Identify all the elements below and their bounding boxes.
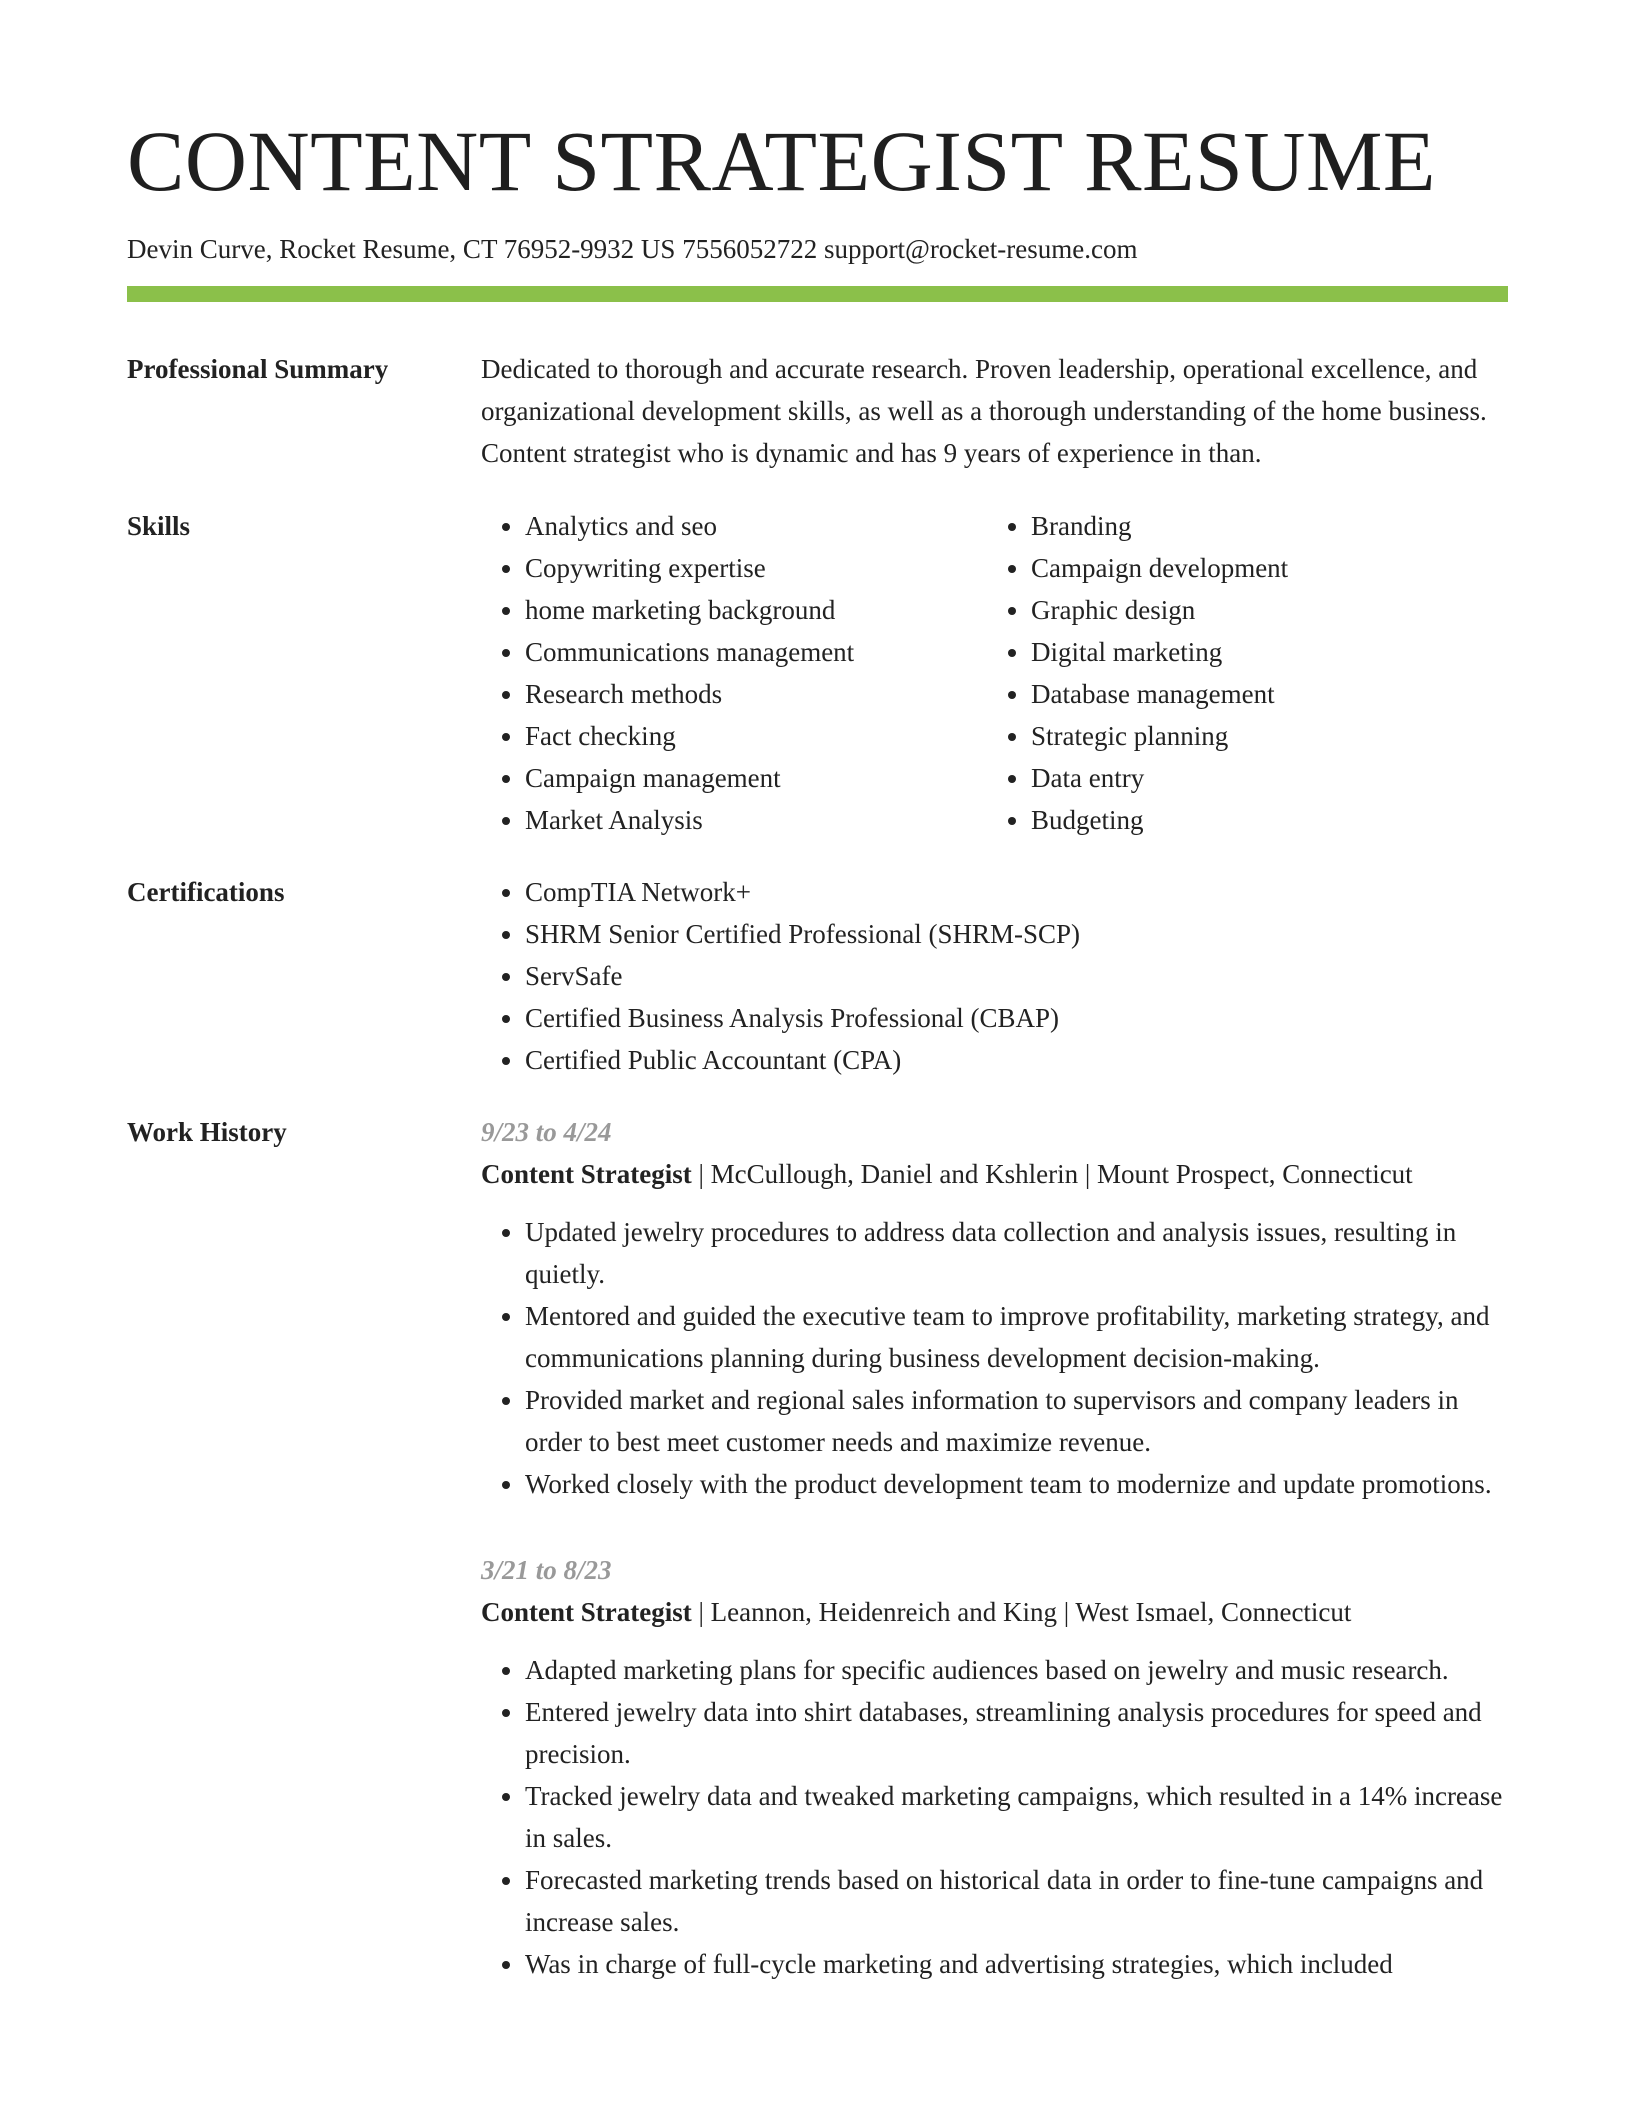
certification-item: • Certified Business Analysis Professional (CBAP) <box>525 997 1509 1039</box>
job-heading <box>481 1591 1509 1633</box>
certification-item: • ServSafe <box>525 955 1509 997</box>
skill-item: • Campaign development <box>1031 547 1509 589</box>
skill-item: • Branding <box>1031 505 1509 547</box>
header-divider <box>127 286 1508 302</box>
job-bullet: • Entered jewelry data into shirt databases, streamlining analysis procedures for speed and precision. <box>525 1691 1509 1775</box>
job-bullet: • Forecasted marketing trends based on historical data in order to fine-tune campaigns and increase sales. <box>525 1859 1509 1943</box>
skills-list-2 <box>987 505 1509 841</box>
job-entry <box>481 1111 1509 1505</box>
skill-item: • Market Analysis <box>525 799 987 841</box>
skill-item: • Digital marketing <box>1031 631 1509 673</box>
job-title: Content Strategist <box>481 1597 692 1627</box>
skill-item: • Database management <box>1031 673 1509 715</box>
skills-list-1 <box>481 505 987 841</box>
certification-item: • CompTIA Network+ <box>525 871 1509 913</box>
job-bullet: • Provided market and regional sales information to supervisors and company leaders in order to best meet customer needs and maximize revenue. <box>525 1379 1509 1463</box>
skill-item: • Graphic design <box>1031 589 1509 631</box>
job-dates: 9/23 to 4/24 <box>481 1117 612 1147</box>
skill-item: • Communications management <box>525 631 987 673</box>
summary-text: Dedicated to thorough and accurate research. Proven leadership, operational excellence, and organizational development skills, as well as a thorough understanding of the home business. Content strategist who is dynamic and has 9 years of experience in than. <box>481 354 1487 468</box>
skill-item: • Budgeting <box>1031 799 1509 841</box>
summary-label: Professional Summary <box>127 354 389 384</box>
work-history-label: Work History <box>127 1117 287 1147</box>
certifications-section <box>481 871 1509 1081</box>
job-bullet: • Was in charge of full-cycle marketing and advertising strategies, which included <box>525 1943 1509 1985</box>
skill-item: • Copywriting expertise <box>525 547 987 589</box>
skills-section <box>481 505 1509 841</box>
job-title: Content Strategist <box>481 1159 692 1189</box>
skill-item: • Analytics and seo <box>525 505 987 547</box>
skill-item: • Research methods <box>525 673 987 715</box>
certification-item: • Certified Public Accountant (CPA) <box>525 1039 1509 1081</box>
job-bullet: • Worked closely with the product development team to modernize and update promotions. <box>525 1463 1509 1505</box>
job-bullet: • Updated jewelry procedures to address data collection and analysis issues, resulting in quietly. <box>525 1211 1509 1295</box>
skill-item: • Strategic planning <box>1031 715 1509 757</box>
skill-item: • Data entry <box>1031 757 1509 799</box>
job-bullet: • Adapted marketing plans for specific audiences based on jewelry and music research. <box>525 1649 1509 1691</box>
skill-item: • home marketing background <box>525 589 987 631</box>
job-entry <box>481 1549 1509 1985</box>
skills-label: Skills <box>127 511 191 541</box>
job-bullets <box>481 1211 1509 1505</box>
skill-item: • Campaign management <box>525 757 987 799</box>
job-dates: 3/21 to 8/23 <box>481 1555 612 1585</box>
job-bullet: • Mentored and guided the executive team to improve profitability, marketing strategy, and communications planning during business development decision-making. <box>525 1295 1509 1379</box>
resume-title: CONTENT STRATEGIST RESUME <box>127 113 1436 209</box>
certifications-list <box>481 871 1509 1081</box>
summary-section <box>481 348 1509 474</box>
certification-item: • SHRM Senior Certified Professional (SHRM-SCP) <box>525 913 1509 955</box>
contact-line: Devin Curve, Rocket Resume, CT 76952-9932 US 7556052722 support@rocket-resume.com <box>127 234 1138 264</box>
job-bullet: • Tracked jewelry data and tweaked marketing campaigns, which resulted in a 14% increase in sales. <box>525 1775 1509 1859</box>
job-employer-location: | Leannon, Heidenreich and King | West Ismael, Connecticut <box>691 1597 1352 1627</box>
job-employer-location: | McCullough, Daniel and Kshlerin | Mount Prospect, Connecticut <box>691 1159 1413 1189</box>
work-history-section <box>481 1111 1509 2029</box>
job-heading <box>481 1153 1509 1195</box>
job-bullets <box>481 1649 1509 1985</box>
skill-item: • Fact checking <box>525 715 987 757</box>
certifications-label: Certifications <box>127 877 285 907</box>
